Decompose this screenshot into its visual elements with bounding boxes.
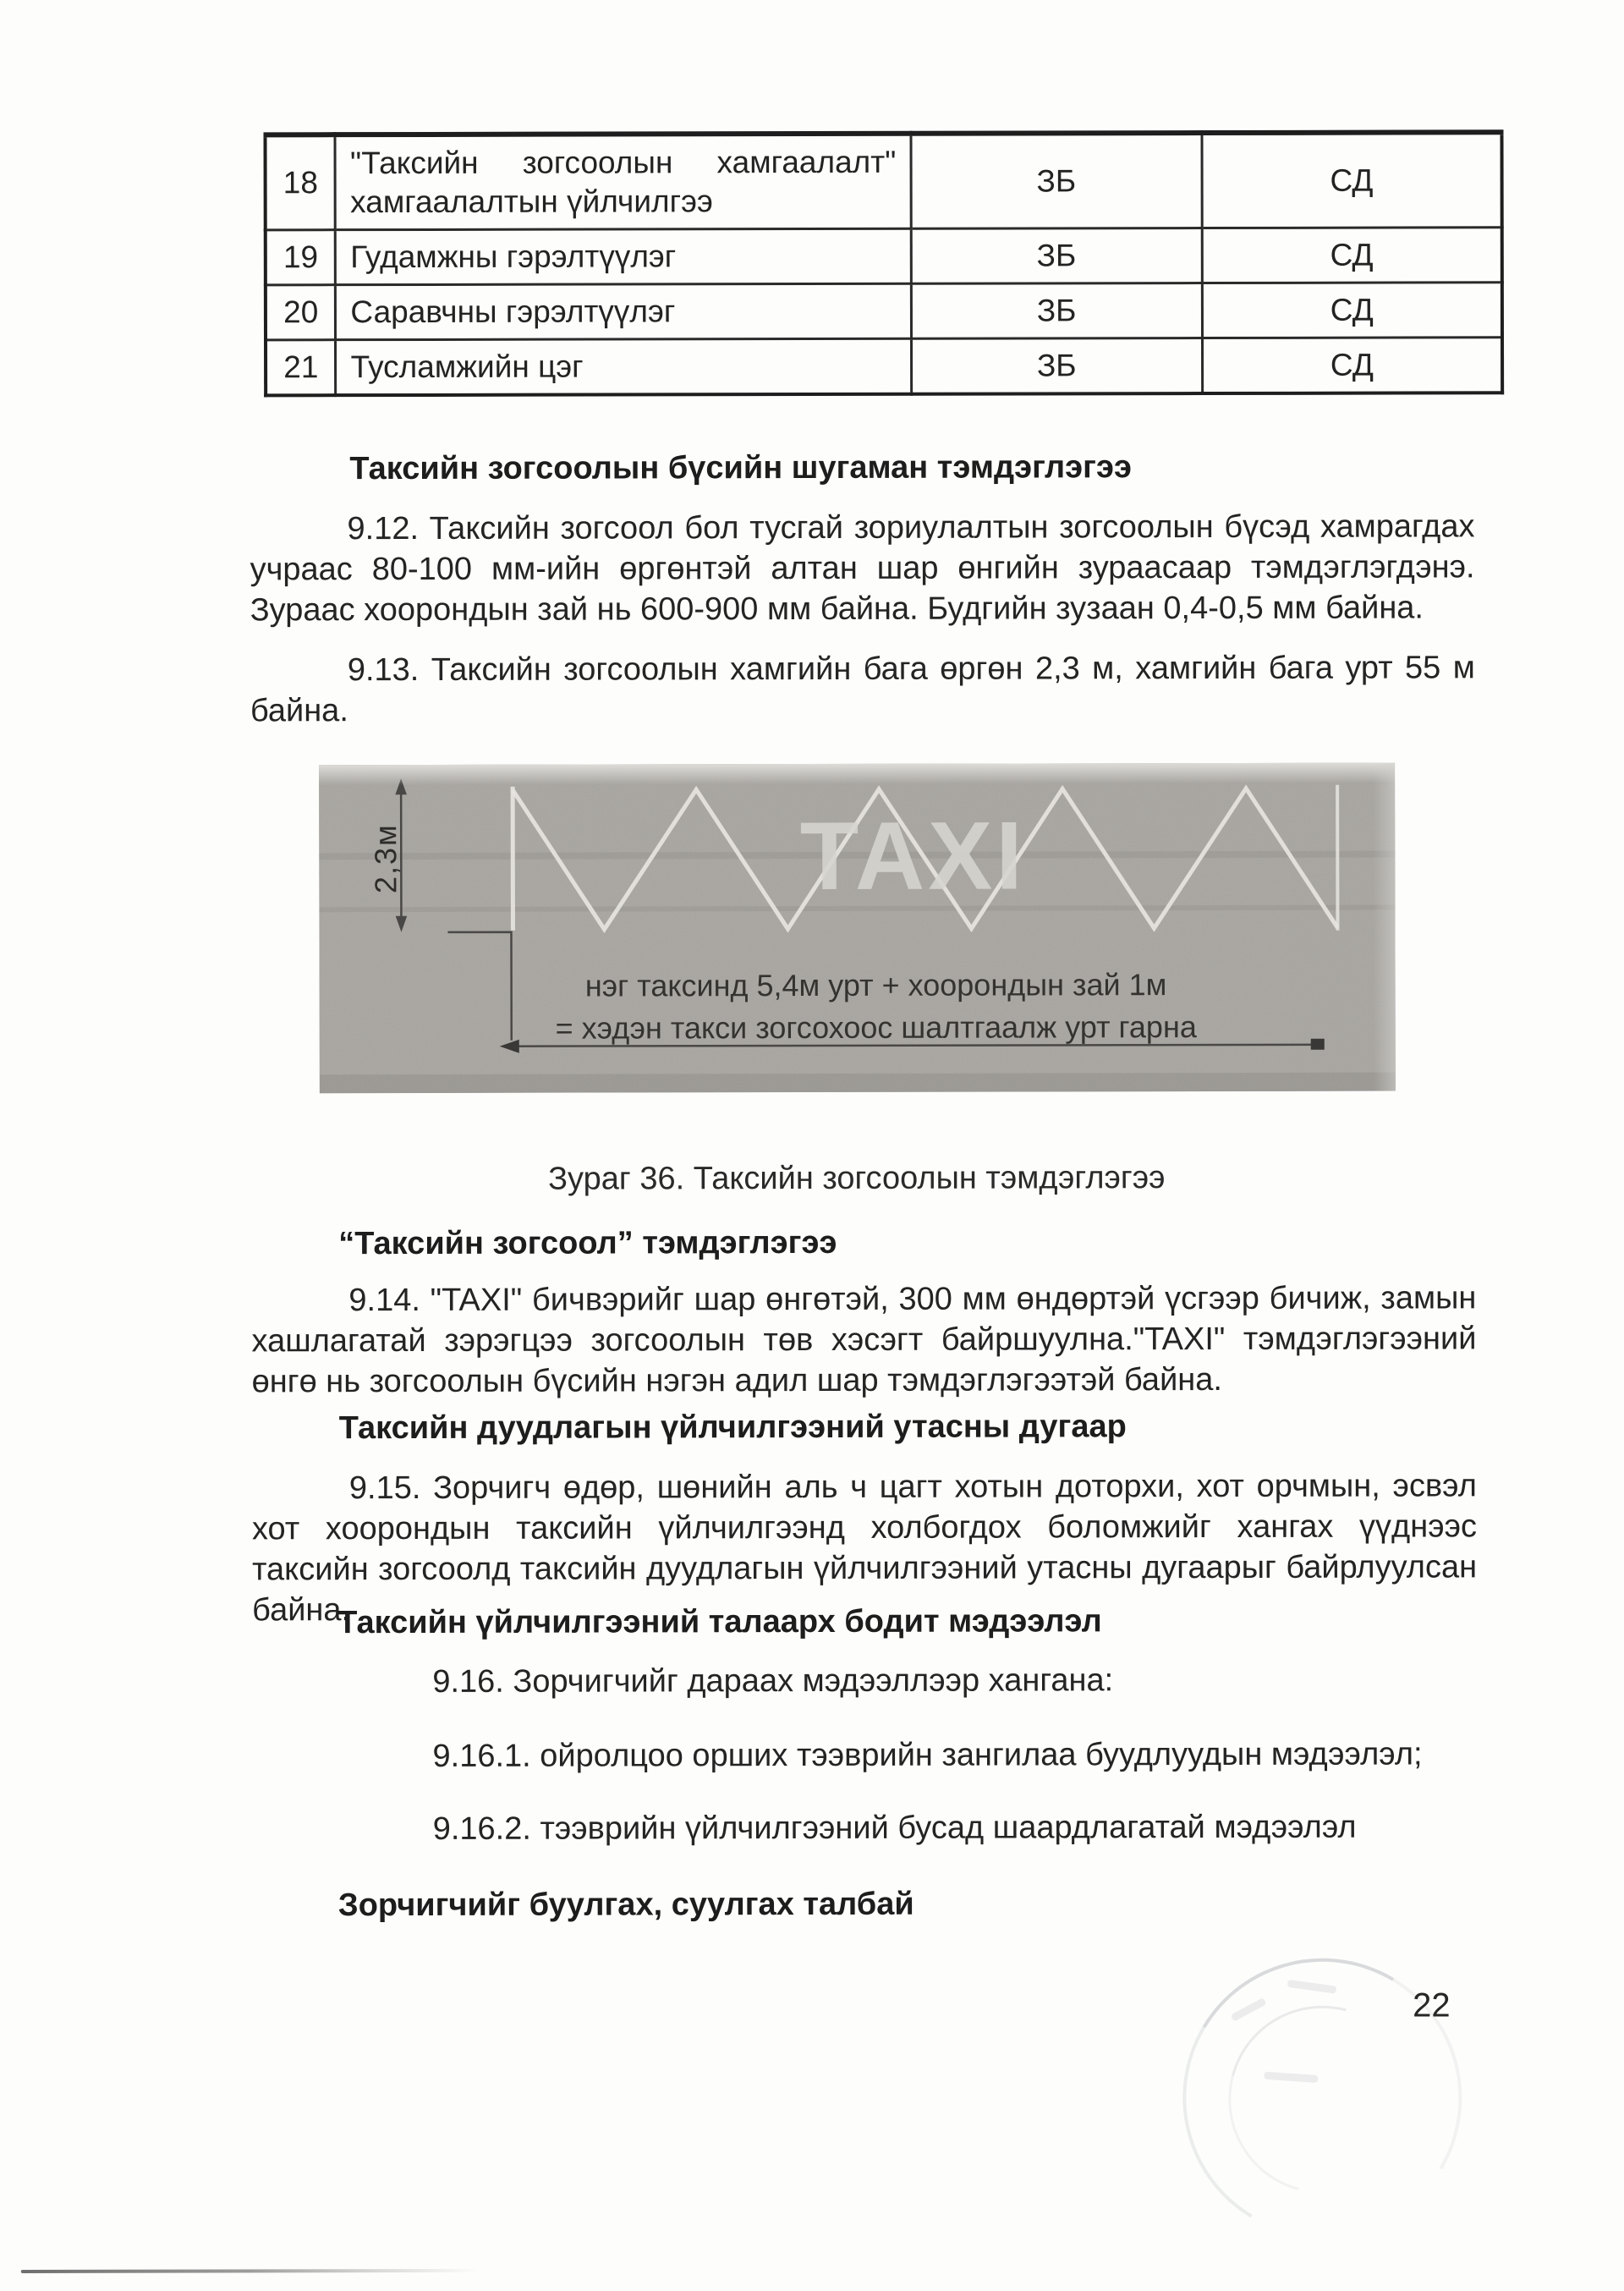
heading-call-service-phone: Таксийн дуудлагын үйлчилгээний утасны дугаар — [338, 1409, 1127, 1447]
figure-top-light-strip — [319, 763, 1395, 786]
cell-service-name: Тусламжийн цэг — [336, 338, 911, 395]
item-9-16: 9.16. Зорчигчийг дараах мэдээллээр хангана: — [432, 1662, 1114, 1700]
cell-service-name: "Таксийн зогсоолын хамгаалалт" хамгаалалтын үйлчилгээ — [335, 134, 911, 230]
cell-zone-code: ЗБ — [911, 133, 1202, 228]
cell-marking-code: СД — [1202, 283, 1502, 338]
figure-note-line-2: = хэдэн такси зогсохоос шалтгаалж урт гарна — [555, 1009, 1197, 1046]
figure-note — [525, 964, 1227, 1050]
paragraph-9-13: 9.13. Таксийн зогсоолын хамгийн бага өргөн 2,3 м, хамгийн бага урт 55 м байна. — [250, 650, 1475, 729]
cell-row-number: 20 — [266, 285, 336, 340]
cell-row-number: 21 — [266, 340, 336, 396]
figure-note-line-1: нэг таксинд 5,4м урт + хоорондын зай 1м — [584, 967, 1167, 1003]
cell-marking-code: СД — [1202, 132, 1502, 228]
heading-boarding-area: Зорчигчийг буулгах, суулгах талбай — [337, 1886, 914, 1924]
item-9-16-2: 9.16.2. тээврийн үйлчилгээний бусад шаардлагатай мэдээлэл — [432, 1809, 1357, 1847]
cell-service-name: Гудамжны гэрэлтүүлэг — [336, 228, 911, 284]
cell-row-number: 19 — [266, 230, 336, 285]
services-table — [263, 129, 1504, 397]
heading-taxi-stop-marking: “Таксийн зогсоол” тэмдэглэгээ — [338, 1224, 837, 1262]
cell-zone-code: ЗБ — [911, 338, 1202, 394]
cell-zone-code: ЗБ — [911, 283, 1202, 339]
cell-service-name: Саравчны гэрэлтүүлэг — [336, 283, 911, 339]
table-row — [266, 338, 1502, 396]
cell-row-number: 18 — [265, 135, 335, 230]
figure-right-light-strip — [1373, 763, 1396, 1091]
scan-line-artifact — [21, 2269, 478, 2273]
cell-zone-code: ЗБ — [911, 228, 1202, 284]
heading-service-info: Таксийн үйлчилгээний талаарх бодит мэдээлэл — [337, 1603, 1102, 1641]
paragraph-9-12: 9.12. Таксийн зогсоол бол тусгай зориулалтын зогсоолын бүсэд хамрагдах учраас 80-100 мм-ийн өргөнтэй алтан шар өнгийн зураасаар тэмдэглэгдэнэ. Зураас хоорондын зай нь 600-900 мм байна. Будгийн зузаан 0,4-0,5 мм байна. — [250, 508, 1475, 629]
table-row — [265, 132, 1501, 230]
taxi-road-text: TAXI — [799, 802, 1027, 911]
table-row — [266, 228, 1502, 285]
paragraph-9-15: 9.15. Зорчигч өдөр, шөнийн аль ч цагт хотын доторхи, хот орчмын, эсвэл хот хоорондын таксийн үйлчилгээнд холбогдох боломжийг хангах үүднээс таксийн зогсоолд таксийн дуудлагын үйлчилгээний утасны дугаарыг байрлуулсан байна. — [251, 1468, 1478, 1629]
figure-caption: Зураг 36. Таксийн зогсоолын тэмдэглэгээ — [548, 1160, 1166, 1197]
page-number: 22 — [1413, 1986, 1451, 2025]
cell-marking-code: СД — [1202, 228, 1502, 283]
heading-line-marking: Таксийн зогсоолын бүсийн шугаман тэмдэглэгээ — [349, 449, 1132, 487]
paragraph-9-14: 9.14. "TAXI" бичвэрийг шар өнгөтэй, 300 мм өндөртэй үсгээр бичиж, замын хашлагатай зэрэгцээ зогсоолын төв хэсэгт байршуулна."TAXI" тэмдэглэгээний өнгө нь зогсоолын бүсийн нэгэн адил шар тэмдэглэгээтэй байна. — [251, 1280, 1477, 1400]
cell-marking-code: СД — [1202, 338, 1502, 393]
width-dimension-label: 2,3м — [368, 823, 403, 894]
taxi-marking-figure — [319, 763, 1396, 1094]
table-row — [266, 283, 1502, 340]
item-9-16-1: 9.16.1. ойролцоо орших тээврийн зангилаа буудлуудын мэдээлэл; — [432, 1736, 1423, 1774]
